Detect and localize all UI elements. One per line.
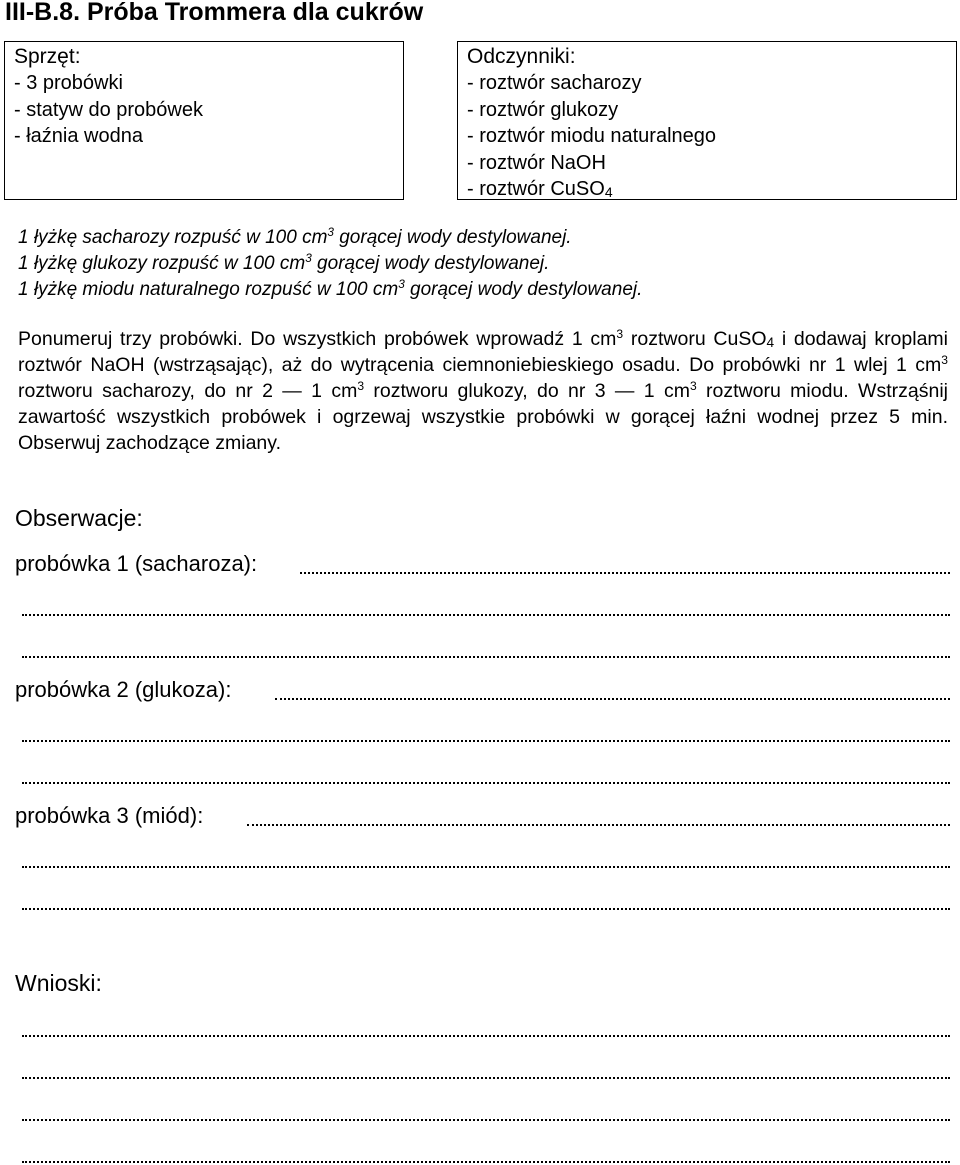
superscript: 3 bbox=[357, 378, 365, 393]
answer-line[interactable] bbox=[22, 636, 950, 658]
superscript: 3 bbox=[327, 225, 334, 239]
answer-line[interactable] bbox=[22, 1057, 950, 1079]
equipment-box bbox=[4, 41, 404, 200]
prep-text: gorącej wody destylowanej. bbox=[404, 279, 643, 300]
superscript: 3 bbox=[616, 326, 624, 341]
answer-line[interactable] bbox=[22, 720, 950, 742]
procedure-text-part: Ponumeruj trzy probówki. Do wszystkich probówek wprowadź 1 cm bbox=[18, 328, 617, 350]
reagent-item: - roztwór NaOH bbox=[467, 151, 606, 174]
answer-line[interactable] bbox=[22, 846, 950, 868]
tube3-answer-line[interactable] bbox=[247, 804, 950, 826]
answer-line[interactable] bbox=[22, 1099, 950, 1121]
tube2-label: probówka 2 (glukoza): bbox=[15, 677, 232, 702]
procedure-text-part: i dodawaj kroplami roztwór NaOH (wstrząsając), aż do wytrącenia ciemnoniebieskiego osadu. Do probówki nr 1 wlej 1 cm bbox=[18, 328, 949, 376]
reagent-item bbox=[467, 176, 956, 203]
reagents-box bbox=[457, 41, 957, 200]
tube2-answer-line[interactable] bbox=[275, 678, 950, 700]
equipment-item: - statyw do probówek bbox=[14, 98, 203, 121]
reagent-item: - roztwór miodu naturalnego bbox=[467, 125, 717, 147]
answer-line[interactable] bbox=[22, 762, 950, 784]
reagent-item: - roztwór glukozy bbox=[467, 98, 619, 121]
superscript: 3 bbox=[941, 352, 948, 367]
prep-text: gorącej wody destylowanej. bbox=[311, 253, 550, 274]
reagent-cuso4-text: - roztwór CuSO bbox=[467, 178, 605, 200]
subscript: 4 bbox=[604, 184, 613, 201]
observations-heading: Obserwacje: bbox=[15, 505, 143, 531]
superscript: 3 bbox=[689, 378, 697, 393]
preparation-text bbox=[18, 225, 948, 303]
prep-text: 1 łyżkę sacharozy rozpuść w 100 cm bbox=[18, 227, 328, 248]
superscript: 3 bbox=[398, 277, 405, 291]
equipment-item: - 3 probówki bbox=[14, 72, 123, 94]
procedure-text-part: roztworu sacharozy, do nr 2 — 1 cm bbox=[18, 380, 358, 402]
prep-text: gorącej wody destylowanej. bbox=[333, 227, 572, 248]
superscript: 3 bbox=[305, 251, 312, 265]
answer-line[interactable] bbox=[22, 1015, 950, 1037]
answer-line[interactable] bbox=[22, 1141, 950, 1163]
conclusions-heading: Wnioski: bbox=[15, 970, 102, 996]
equipment-item: - łaźnia wodna bbox=[14, 125, 143, 147]
prep-line-glucose bbox=[18, 251, 948, 277]
tube1-label: probówka 1 (sacharoza): bbox=[15, 551, 258, 576]
procedure-text-part: roztworu miodu. Wstrząśnij zawartość wszystkich probówek i ogrzewaj wszystkie probówki w gorącej łaźni wodnej przez 5 min. Obserwuj zachodzące zmiany. bbox=[18, 380, 948, 454]
prep-text: 1 łyżkę miodu naturalnego rozpuść w 100 cm bbox=[18, 279, 399, 300]
prep-text: 1 łyżkę glukozy rozpuść w 100 cm bbox=[18, 253, 306, 274]
subscript: 4 bbox=[766, 335, 775, 351]
procedure-text bbox=[18, 326, 948, 456]
procedure-text-part: roztworu CuSO bbox=[623, 328, 767, 350]
tube1-answer-line[interactable] bbox=[300, 552, 950, 574]
answer-line[interactable] bbox=[22, 594, 950, 616]
reagents-heading: Odczynniki: bbox=[467, 45, 576, 68]
reagents-list bbox=[467, 70, 956, 203]
reagent-item: - roztwór sacharozy bbox=[467, 72, 642, 94]
tube3-label: probówka 3 (miód): bbox=[15, 803, 204, 828]
equipment-list bbox=[14, 70, 403, 150]
prep-line-sucrose bbox=[18, 225, 948, 251]
procedure-paragraph bbox=[18, 326, 948, 456]
page-title: III-B.8. Próba Trommera dla cukrów bbox=[5, 0, 424, 26]
prep-line-honey bbox=[18, 277, 948, 303]
equipment-heading: Sprzęt: bbox=[14, 45, 81, 68]
procedure-text-part: roztworu glukozy, do nr 3 — 1 cm bbox=[364, 380, 690, 402]
answer-line[interactable] bbox=[22, 888, 950, 910]
